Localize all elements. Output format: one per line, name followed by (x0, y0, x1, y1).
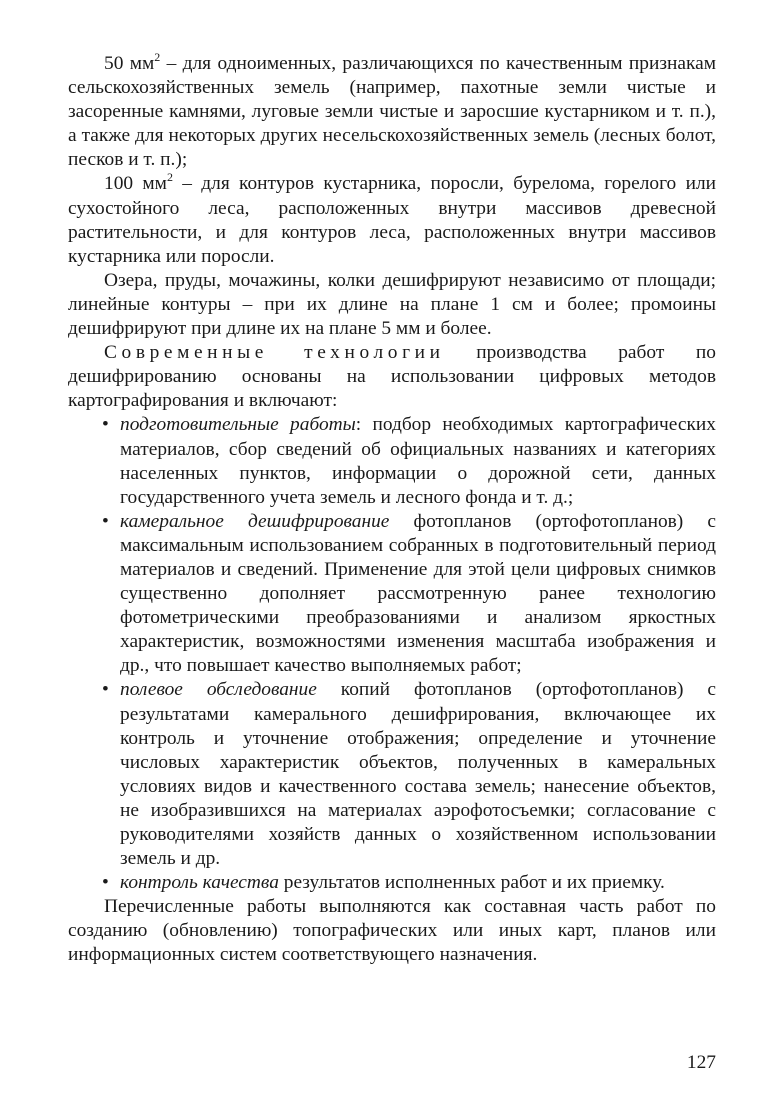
superscript: 2 (154, 50, 161, 64)
paragraph-text: Озера, пруды, мочажины, колки дешифрируют независимо от площади; линейные контуры – при их длине на плане 1 см и более; промоины дешифрируют при длине их на плане 5 мм и более. (68, 269, 716, 340)
paragraph-lakes (68, 269, 716, 341)
list-item-term: контроль качества (120, 872, 279, 894)
list-item-text: : подбор необходимых картографических материалов, сбор сведений об официальных названиях и категориях населенных пунктов, информации о дорожной сети, данных государственного учета земель и лесного фонда и т. д.; (120, 414, 716, 508)
list-item (120, 871, 716, 895)
paragraph-text: – для контуров кустарника, поросли, бурелома, горелого или сухостойного леса, расположенных внутри массивов древесной растительности, и для контуров леса, расположенных внутри массивов кустарника или поросли. (68, 173, 716, 267)
list-item (120, 510, 716, 679)
bullet-list (68, 413, 716, 895)
page-body (68, 52, 716, 968)
list-item-term: камеральное дешифрирование (120, 510, 390, 532)
list-item (120, 413, 716, 509)
list-item-text: копий фотопланов (ортофотопланов) с результатами камерального дешифрирования, включающее их контроль и уточнение отображения; определение и уточнение числовых характеристик объектов, полученных в камеральных условиях видов и качественного состава земель; нанесение объектов, не изобразившихся на материалах аэрофотосъемки; согласование с руководителями хозяйств данных о хозяйственном использовании земель и др. (120, 679, 716, 870)
paragraph-text: Перечисленные работы выполняются как составная часть работ по созданию (обновлению) топографических или иных карт, планов или информационных систем соответствующего назначения. (68, 896, 716, 966)
paragraph-text: производства работ по дешифрированию основаны на использовании цифровых методов картографирования и включают: (68, 342, 716, 412)
list-item-text: результатов исполненных работ и их приемку. (278, 872, 665, 894)
list-item-text: фотопланов (ортофотопланов) с максимальным использованием собранных в подготовительный период материалов и сведений. Применение для этой цели цифровых снимков существенно дополняет рассмотренную ранее технологию фотометрическими преобразованиями и анализом яркостных характеристик, возможностями изменения масштаба изображения и др., что повышает качество выполняемых работ; (120, 510, 716, 677)
superscript: 2 (166, 170, 173, 185)
paragraph-text: – для одноименных, различающихся по качественным признакам сельскохозяйственных земель (например, пахотные земли чистые и засоренные камнями, луговые земли чистые и заросшие кустарником и т. п.), а также для некоторых других несельскохозяйственных земель (лесных болот, песков и т. п.); (68, 53, 717, 171)
area-value: 50 мм (104, 53, 155, 74)
page-number: 127 (686, 1052, 716, 1073)
paragraph-50mm (68, 52, 716, 172)
paragraph-closing (68, 895, 716, 967)
list-item-term: подготовительные работы (120, 414, 356, 436)
paragraph-technologies (68, 341, 716, 413)
list-item (120, 678, 716, 871)
spaced-emphasis: Современные технологии (104, 342, 445, 364)
paragraph-100mm (68, 172, 716, 268)
area-value: 100 мм (104, 173, 167, 195)
list-item-term: полевое обследование (120, 679, 317, 701)
